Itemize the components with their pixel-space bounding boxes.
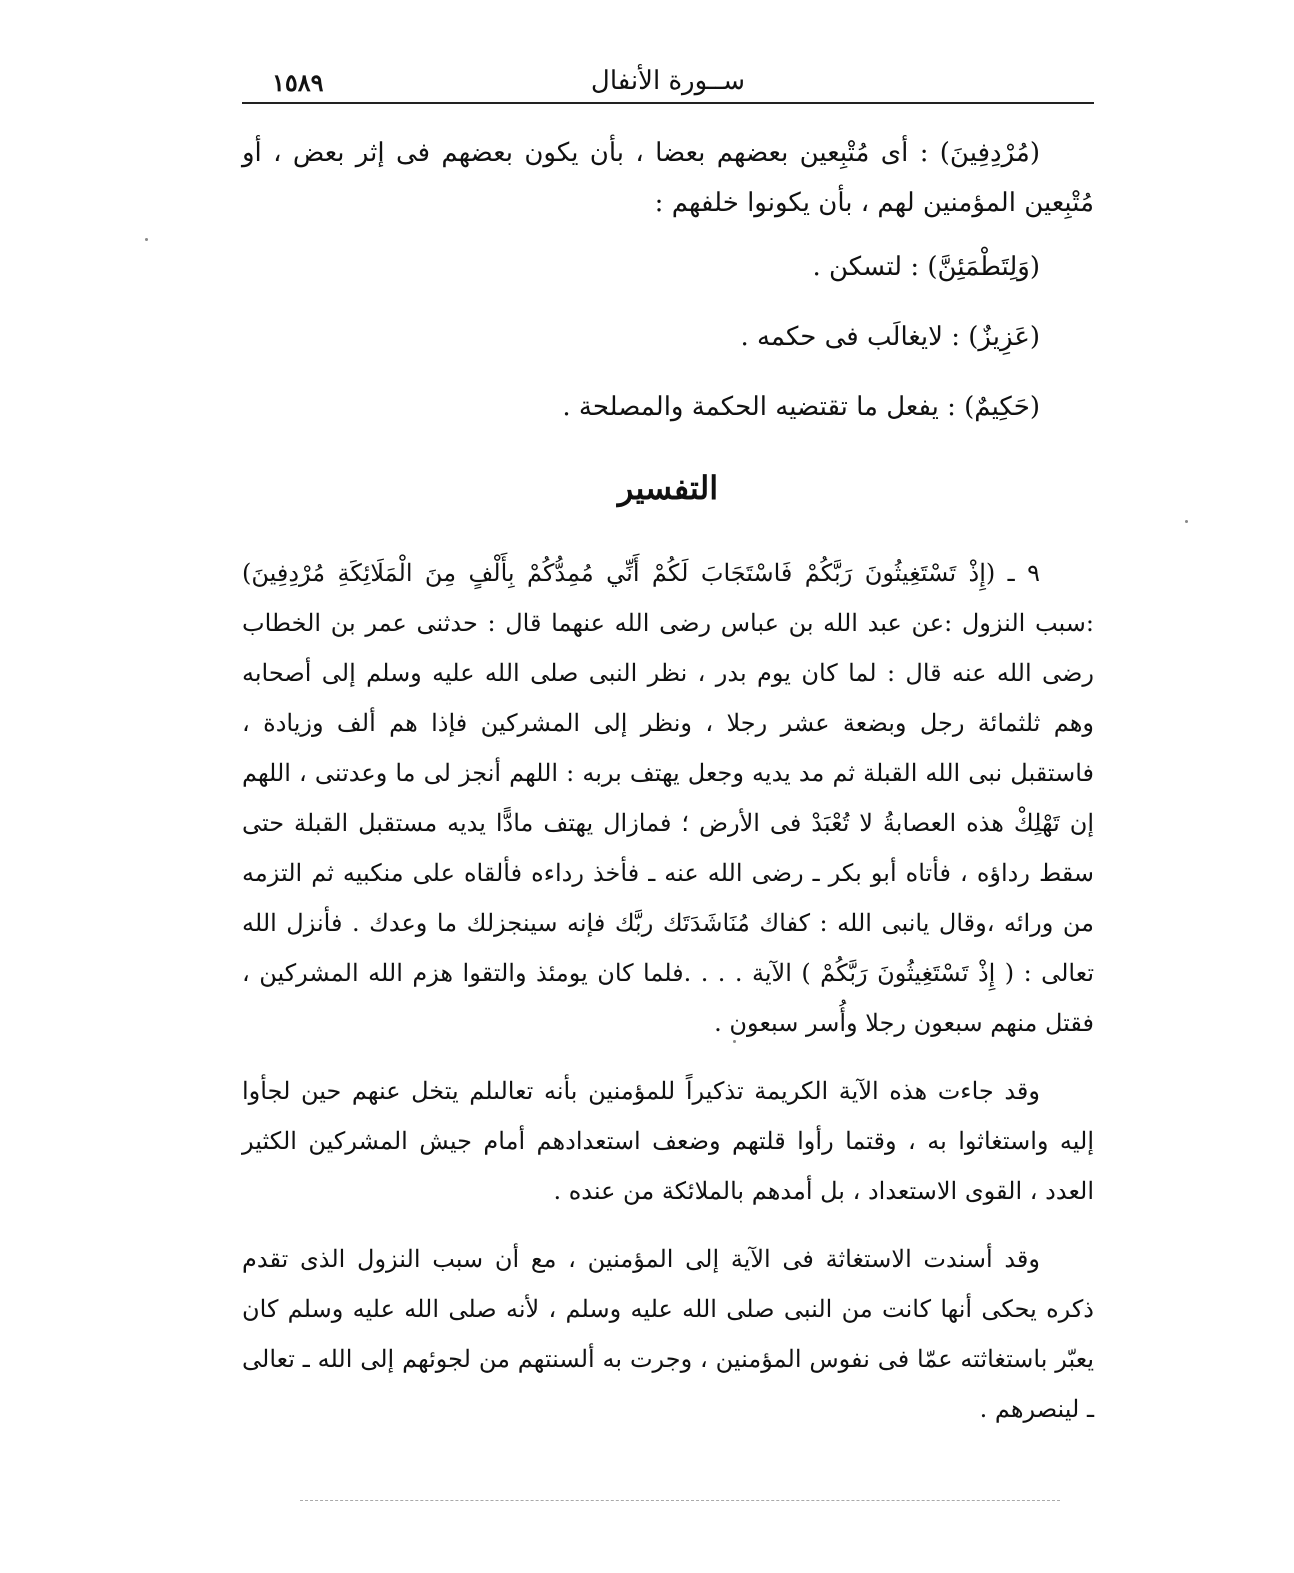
running-head: [242, 62, 1094, 104]
scan-speck: [733, 1040, 736, 1043]
gloss-aziz: (عَزِيزٌ) : لايغالَب فى حكمه .: [740, 322, 1040, 352]
tafsir-paragraph-reminder: وقد جاءت هذه الآية الكريمة تذكيراً للمؤمنين بأنه تعالىلم يتخل عنهم حين لجأوا إليه واستغاثوا به ، وقتما رأوا قلتهم وضعف استعدادهم أمام جيش المشركين الكثير العدد ، القوى الاستعداد ، بل أمدهم بالملائكة من عنده .: [242, 1077, 1094, 1205]
page-number: ١٥٨٩: [272, 68, 324, 97]
section-heading: التفسير: [617, 469, 719, 507]
tafsir-paragraph-verse-9: ٩ ـ (إِذْ تَسْتَغِيثُونَ رَبَّكُمْ فَاسْتَجَابَ لَكُمْ أَنِّي مُمِدُّكُمْ بِأَلْفٍ مِنَ الْمَلَائِكَةِ مُرْدِفِينَ) :سبب النزول :عن عبد الله بن عباس رضى الله عنهما قال : حدثنى عمر بن الخطاب رضى الله عنه قال : لما كان يوم بدر ، نظر النبى صلى الله عليه وسلم إلى أصحابه وهم ثلثمائة رجل وبضعة عشر رجلا ، ونظر إلى المشركين فإذا هم ألف وزيادة ، فاستقبل نبى الله القبلة ثم مد يديه وجعل يهتف بربه : اللهم أنجز لى ما وعدتنى ، اللهم إن تَهْلِكْ هذه العصابةُ لا تُعْبَدْ فى الأرض ؛ فمازال يهتف مادًّا يديه مستقبل القبلة حتى سقط رداؤه ، فأتاه أبو بكر ـ رضى الله عنه ـ فأخذ رداءه فألقاه على منكبيه ثم التزمه من ورائه ،وقال يانبى الله : كفاك مُنَاشَدَتَك ربَّك فإنه سينجزلك ما وعدك . فأنزل الله تعالى : ( إِذْ تَسْتَغِيثُونَ رَبَّكُمْ ) الآية . . . .فلما كان يومئذ والتقوا هزم الله المشركين ، فقتل منهم سبعون رجلا وأُسر سبعون .: [242, 559, 1095, 1037]
surah-title: ســورة الأنفال: [590, 66, 746, 96]
gloss-murdifin: (مُرْدِفِينَ) : أى مُتْبِعين بعضهم بعضا ، بأن يكون بعضهم فى إثر بعض ، أو مُتْبِعين المؤمنين لهم ، بأن يكونوا خلفهم :: [242, 138, 1094, 218]
scan-speck: [1185, 520, 1188, 523]
page-body: [242, 128, 1094, 1434]
scan-speck: [145, 238, 148, 241]
tafsir-paragraph-attribution: وقد أسندت الاستغاثة فى الآية إلى المؤمنين ، مع أن سبب النزول الذى تقدم ذكره يحكى أنها كانت من النبى صلى الله عليه وسلم ، لأنه صلى الله عليه وسلم كان يعبّر باستغاثته عمّا فى نفوس المؤمنين ، وجرت به ألسنتهم من لجوئهم إلى الله ـ تعالى ـ لينصرهم .: [242, 1245, 1095, 1423]
scan-edge-line: [300, 1500, 1060, 1501]
gloss-litatmainna: (وَلِتَطْمَئِنَّ) : لتسكن .: [812, 252, 1040, 282]
gloss-hakim: (حَكِيمٌ) : يفعل ما تقتضيه الحكمة والمصلحة .: [562, 392, 1040, 422]
